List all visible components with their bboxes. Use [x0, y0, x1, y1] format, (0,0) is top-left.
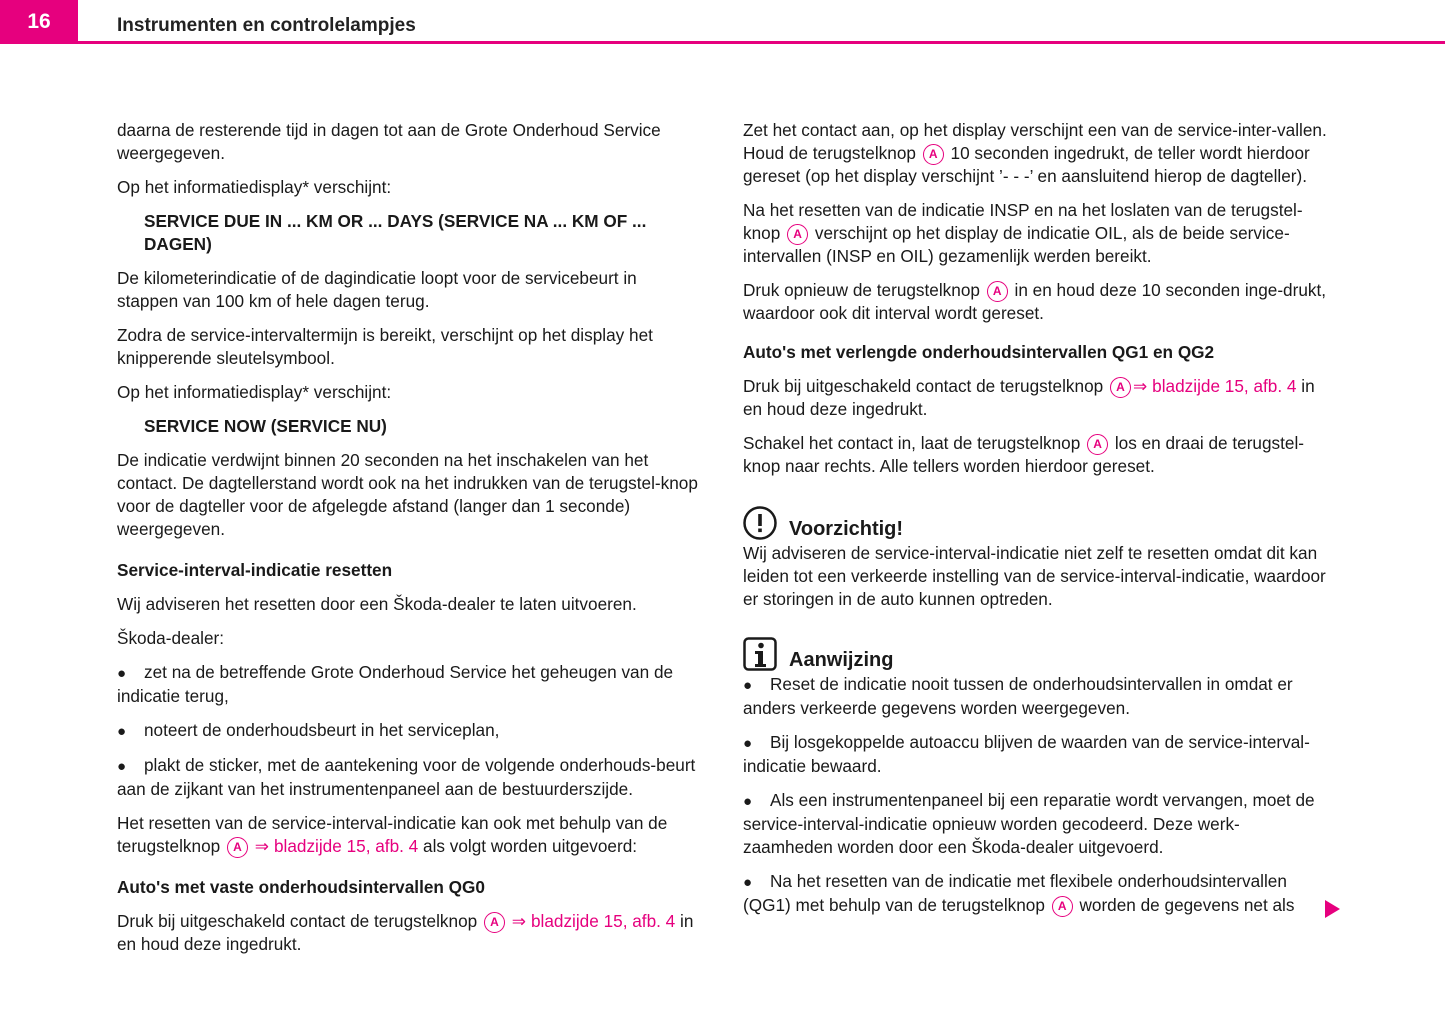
reset-button-a-icon: A: [1110, 377, 1131, 398]
bullet-icon: ●: [743, 874, 753, 891]
reset-button-a-icon: A: [484, 912, 505, 933]
reset-button-a-icon: A: [1087, 434, 1108, 455]
paragraph: daarna de resterende tijd in dagen tot aan de Grote Onderhoud Service weergegeven.: [117, 120, 661, 163]
paragraph: Druk bij uitgeschakeld contact de terugstelknop A ⇒ bladzijde 15, afb. 4 in en houd deze ingedrukt.: [117, 911, 694, 954]
paragraph: Druk opnieuw de terugstelknop A in en houd deze 10 seconden inge-drukt, waardoor ook dit interval wordt gereset.: [743, 280, 1327, 323]
header-rule: [78, 41, 1445, 44]
cross-reference-link[interactable]: ⇒ bladzijde 15, afb. 4: [511, 911, 676, 931]
paragraph: Na het resetten van de indicatie INSP en na het loslaten van de terugstel-knop A verschijnt op het display de indicatie OIL, als de beide service-intervallen (INSP en OIL) gezamenlijk werden bereikt.: [743, 200, 1303, 266]
section-heading: Auto's met vaste onderhoudsintervallen QG0: [117, 877, 485, 897]
bullet-icon: ●: [117, 758, 127, 775]
paragraph: Op het informatiedisplay* verschijnt:: [117, 382, 392, 402]
caution-text: Wij adviseren de service-interval-indicatie niet zelf te resetten omdat dit kan leiden tot een verkeerde instelling van de service-interval-indicatie, waardoor er storingen in de auto kunnen optreden.: [743, 543, 1326, 609]
left-column: [117, 119, 699, 967]
paragraph: Het resetten van de service-interval-indicatie kan ook met behulp van de terugstelknop A ⇒ bladzijde 15, afb. 4 als volgt worden uitgevoerd:: [117, 813, 668, 856]
list-item: ● Reset de indicatie nooit tussen de onderhoudsintervallen in omdat er anders verkeerde gegevens worden weergegeven.: [743, 674, 1293, 718]
chapter-title: Instrumenten en controlelampjes: [117, 15, 416, 36]
paragraph: Schakel het contact in, laat de terugstelknop A los en draai de terugstel-knop naar rechts. Alle tellers worden hierdoor gereset.: [743, 433, 1305, 476]
info-icon: [743, 637, 777, 671]
paragraph: Zodra de service-intervaltermijn is bereikt, verschijnt op het display het knipperende sleutelsymbool.: [117, 325, 653, 368]
paragraph: Druk bij uitgeschakeld contact de terugstelknop A ⇒ bladzijde 15, afb. 4 in en houd deze ingedrukt.: [743, 376, 1315, 419]
reset-button-a-icon: A: [1052, 896, 1073, 917]
bullet-icon: ●: [743, 735, 753, 752]
reset-button-a-icon: A: [923, 144, 944, 165]
bullet-icon: ●: [117, 665, 127, 682]
reset-button-a-icon: A: [227, 837, 248, 858]
list-item: ● Als een instrumentenpaneel bij een reparatie wordt vervangen, moet de service-interval-indicatie opnieuw worden gecodeerd. Deze werk-zaamheden worden door een Škoda-dealer uitgevoerd.: [743, 790, 1315, 857]
caution-header: [743, 506, 1328, 540]
bullet-icon: ●: [117, 723, 127, 740]
cross-reference-link[interactable]: ⇒ bladzijde 15, afb. 4: [254, 836, 419, 856]
cross-reference-link[interactable]: ⇒ bladzijde 15, afb. 4: [1132, 376, 1297, 396]
caution-icon: [743, 506, 777, 540]
paragraph: Zet het contact aan, op het display verschijnt een van de service-inter-vallen. Houd de terugstelknop A 10 seconden ingedrukt, de teller wordt hierdoor gereset (op het display verschijnt ’- - -’ en aansluitend hierop de dagteller).: [743, 120, 1327, 186]
bullet-icon: ●: [743, 793, 753, 810]
note-header: [743, 637, 1328, 671]
list-item: ● Bij losgekoppelde autoaccu blijven de waarden van de service-interval-indicatie bewaard.: [743, 732, 1310, 776]
section-heading: Service-interval-indicatie resetten: [117, 560, 393, 580]
paragraph: Wij adviseren het resetten door een Škoda-dealer te laten uitvoeren.: [117, 594, 637, 614]
bullet-icon: ●: [743, 677, 753, 694]
list-item: ● noteert de onderhoudsbeurt in het serviceplan,: [117, 719, 699, 743]
display-message: SERVICE NOW (SERVICE NU): [144, 416, 387, 436]
reset-button-a-icon: A: [987, 281, 1008, 302]
reset-button-a-icon: A: [787, 224, 808, 245]
paragraph: De kilometerindicatie of de dagindicatie loopt voor de servicebeurt in stappen van 100 km of hele dagen terug.: [117, 268, 637, 311]
display-message: SERVICE DUE IN ... KM OR ... DAYS (SERVICE NA ... KM OF ... DAGEN): [144, 211, 647, 254]
paragraph: De indicatie verdwijnt binnen 20 seconden na het inschakelen van het contact. De dagtellerstand wordt ook na het indrukken van de terugstel-knop voor de dagteller voor de afgelegde afstand (langer dan 1 seconde) weergegeven.: [117, 450, 698, 539]
list-item: ● zet na de betreffende Grote Onderhoud Service het geheugen van de indicatie terug,: [117, 662, 674, 706]
list-item: ● plakt de sticker, met de aantekening voor de volgende onderhouds-beurt aan de zijkant van het instrumentenpaneel aan de bestuurderszijde.: [117, 755, 696, 799]
right-column: [743, 119, 1328, 928]
next-page-arrow-icon[interactable]: [1325, 900, 1340, 918]
section-heading: Auto's met verlengde onderhoudsintervallen QG1 en QG2: [743, 342, 1215, 362]
page-number: 16: [0, 0, 78, 44]
caution-title: Voorzichtig!: [789, 518, 904, 540]
paragraph: Op het informatiedisplay* verschijnt:: [117, 177, 392, 197]
paragraph: Škoda-dealer:: [117, 628, 225, 648]
list-item: ● Na het resetten van de indicatie met flexibele onderhoudsintervallen (QG1) met behulp van de terugstelknop A worden de gegevens net als: [743, 871, 1295, 915]
note-title: Aanwijzing: [789, 649, 894, 671]
